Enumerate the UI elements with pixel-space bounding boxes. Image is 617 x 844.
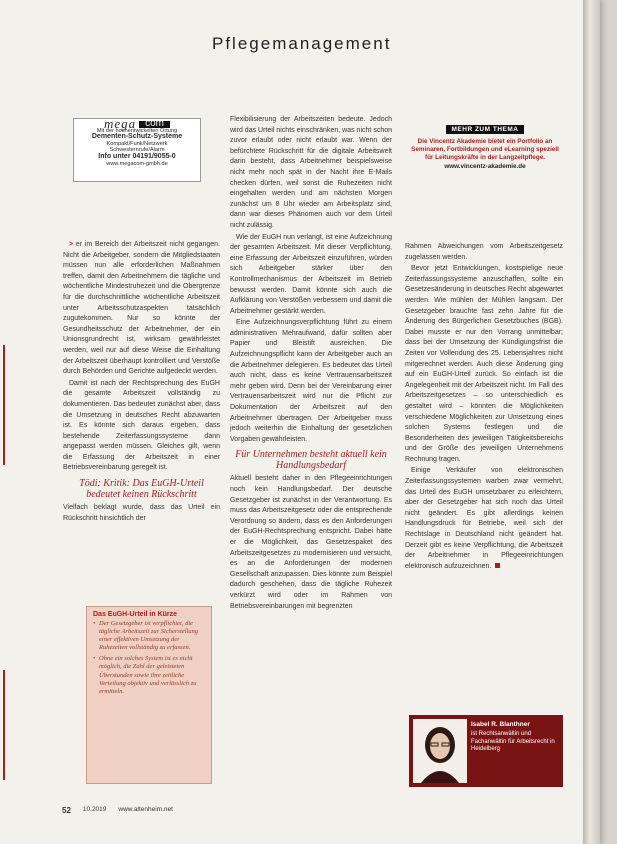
summary-item: • Ohne ein solches System ist es nicht möglich, die Zahl der geleisteten Überstunden sowie ihre zeitliche Verteilung objektiv und verlässlich zu ermitteln. xyxy=(99,655,207,695)
issue-label: 10.2019 xyxy=(82,806,107,813)
col1-paragraph-text: er im Bereich der Arbeitszeit nicht gegangen. Nicht die Arbeitgeber, sondern die Mitgliedstaaten müssen nun alle erforderlichen Maßnahmen treffen, damit den Arbeitnehmern die tägliche und wöchentliche Mindestruhezeit und die Obergrenze für die durchschnittliche wöchentliche Arbeitszeit unter Arbeitsschutzaspekten tatsächlich zugutekommen. Nur so könnte der Gesundheitsschutz der Arbeitnehmer, der ein Unionsgrundrecht ist, wirksam gewährleistet werden, weil nur auf diese Weise die Einhaltung der Arbeitszeit überhaupt kontrolliert und Verstöße durch Behörden und Gerichte aufgedeckt werden. xyxy=(63,241,220,376)
summary-item: • Der Gesetzgeber ist verpflichtet, die tägliche Arbeitszeit zur Sicherstellung einer effektiven Umsetzung der Ruhezeiten vollständig zu erfassen. xyxy=(99,620,207,652)
summary-list xyxy=(87,620,211,696)
author-box xyxy=(409,715,563,787)
megacom-advertisement[interactable] xyxy=(73,118,201,182)
margin-bar-top xyxy=(3,345,5,465)
article-column-3 xyxy=(405,242,563,573)
col2-subheading: Für Unternehmen besteht aktuell kein Handlungsbedarf xyxy=(235,449,387,472)
author-role: ist Rechtsanwältin und Fachanwältin für Arbeitsrecht in Heidelberg xyxy=(471,731,555,752)
footer-url[interactable]: www.altenheim.net xyxy=(118,806,173,813)
author-photo xyxy=(413,719,467,783)
col3-paragraph: Bevor jetzt Entwicklungen, kostspielige neue Zeiterfassungssysteme anzuschaffen, sollte ein Gesetzesänderung in deutsches Recht abgewartet werden. Wie mühlen der Mühlen langsam. Der Gesetzgeber brauchte fast zehn Jahre für die Änderung des Bürgerlichen Gesetzbuches (BGB). Dabei musste er nur den Vorrang unmittelbar; dass bei der Umsetzung der Kündigungsfrist die Zeiten vor Vollendung des 25. Lebensjahres nicht mitgerechnet werden. Auch diese Änderung ging auf ein EuGH-Urteil zurück. So einfach ist die Angelegenheit mit der Arbeitszeit nicht. Im Fall des Arbeitszeitgesetzes – so unterschiedlich es gestaltet wird – könnten die Möglichkeiten verschiedene Möglichkeiten zur Umsetzung eines solchen Systems festlegen und die Besonderheiten des jeweiligen Tätigkeitsbereichs und der Größe des jeweiligen Unternehmens Rechnung tragen. xyxy=(405,265,563,463)
col1-subheading: Tödi: Kritik: Das EuGH-Urteil bedeutet keinen Rückschritt xyxy=(79,478,204,501)
article-column-1 xyxy=(63,240,220,525)
ad-url[interactable]: www.megacom-gmbh.de xyxy=(106,160,168,167)
col1-paragraph: Vielfach beklagt wurde, dass das Urteil ein Rückschritt hinsichtlich der xyxy=(63,504,220,522)
eugh-summary-box xyxy=(86,606,212,784)
ad-phone: Info unter 04191/9055-0 xyxy=(98,152,176,160)
col3-paragraph: Rahmen Abweichungen vom Arbeitszeitgesetz zugelassen werden. xyxy=(405,243,563,261)
box-label: MEHR ZUM THEMA xyxy=(446,125,525,134)
col1-paragraph: Damit ist nach der Rechtsprechung des EuGH die gesamte Arbeitszeit vollständig zu dokumentieren. Das bedeutet zunächst aber, dass die Umsetzung in deutsches Recht abzuwarten ist. Es könnte sich daraus ergeben, dass bestehende Zeiterfassungssysteme dann angepasst werden müssen. Gleiches gilt, wenn die Erfassung der Arbeitszeit in einer Betriebsvereinbarung geregelt ist. xyxy=(63,379,220,472)
page-title: Pflegemanagement xyxy=(212,34,392,53)
col1-paragraph xyxy=(63,240,220,378)
summary-title: Das EuGH-Urteil in Kürze xyxy=(93,611,178,618)
page-spine xyxy=(583,0,600,844)
box-url[interactable]: www.vincentz-akademie.de xyxy=(444,162,526,170)
end-mark-icon xyxy=(495,563,500,568)
col2-paragraph: Eine Aufzeichnungsverpflichtung führt zu einem administrativen Mehraufwand, dafür sollten aber Papier und Bleistift ausreichen. Die Aufzeichnungspflicht kann der Arbeitgeber auch an die Arbeitnehmer delegieren. Es bedeutet das Urteil auch nicht, dass es keine Vertrauensarbeitszeit mehr geben wird. Denn bei der Vereinbarung einer Vertrauensarbeitszeit wird nur die Pflicht zur Dokumentation der Arbeitszeit auf den Arbeitnehmer übertragen. Der Arbeitgeber muss jedoch weiterhin die Einhaltung der gesetzlichen Vorgaben gewährleisten. xyxy=(230,319,392,443)
author-name: Isabel R. Blanthner xyxy=(471,721,530,728)
continue-arrow-icon: > xyxy=(69,241,76,248)
logo-text-left: mega xyxy=(103,116,137,131)
col3-paragraph xyxy=(405,466,563,572)
box-text: Die Vincentz Akademie bietet ein Portfolio an Seminaren, Fortbildungen und eLearning speziell für Leitungskräfte in der Langzeitpflege. xyxy=(411,138,559,162)
ad-headline: Dementen-Schutz-Systeme xyxy=(91,133,183,141)
page-number: 52 xyxy=(62,806,71,815)
ad-line3: Schwesternrufe/Alarm xyxy=(109,147,165,154)
col2-paragraph: Wie der EuGH nun verlangt, ist eine Aufzeichnung der gesamten Arbeitszeit. Mit dieser Verpflichtung, eine Erfassung der Arbeitszeit einzuführen, würden sich Arbeitgeber stärker über den Kontrollmechanismus der Arbeitszeit im Betrieb bewusst werden. Damit könnte sich auch die Aufklärung von Verstößen verbessern und damit die Arbeitnehmer gestärkt werden. xyxy=(230,233,392,315)
col2-paragraph: Flexibilisierung der Arbeitszeiten bedeute. Jedoch wird das Urteil nichts einschränken, was nicht schon zuvor erlaubt oder nicht erlaubt war. Wenn der befürchtete Rückschritt für die digitale Arbeitswelt darin besteht, dass Arbeitnehmer beispielsweise nicht mehr noch spät in der Nacht ihre E-Mails checken dürfen, weil sonst die Ruhezeiten nicht eingehalten werden und am nächsten Morgen zunächst um 8 Uhr wieder am Arbeitsplatz sind, dann war dieses Phänomen auch vor dem Urteil nicht zulässig. xyxy=(230,116,392,229)
page-footer xyxy=(62,806,173,815)
article-column-2 xyxy=(230,115,392,613)
mehr-zum-thema-box xyxy=(409,118,561,170)
ad-line2: Kompakt/Funk/Netzwerk xyxy=(106,140,168,147)
ad-line1: Mit der hochentwickelten Ortung xyxy=(96,127,178,134)
col3-paragraph-text: Einige Verkäufer von elektronischen Zeiterfassungssystemen warben zwar vermehrt, das Urteil des EuGH umsetzbarer zu erleichtern, aber der Gesetzgeber hat sich noch das Urteil nicht geändert. Es gibt allerdings keinen Handlungsdruck für Betriebe, weil sich der Rechtslage in Deutschland nicht geändert hat. Derzeit gibt es keine Verpflichtung, die Arbeitszeit der Arbeitnehmer in Pflegeeinrichtungen elektronisch aufzuzeichnen. xyxy=(405,467,563,570)
col2-paragraph: Aktuell besteht daher in den Pflegeeinrichtungen noch kein Handlungsbedarf. Der deutsche Gesetzgeber ist zunächst in der Verantwortung. Es muss das Arbeitszeitgesetz oder die entsprechende Verordnung so ändern, dass es den Anforderungen der EuGH-Rechtsprechung entspricht. Dabei hätte er die Möglichkeit, das Gesetzespaket des Arbeitszeitgesetzes zu modernisieren und versucht, es an die Anforderungen der modernen Gesellschaft anzupassen. Dies könnte zum Beispiel dadurch geschehen, dass die tägliche Ruhezeit verkürzt wird oder im Rahmen von Betriebsvereinbarungen mit begrenzten xyxy=(230,475,392,610)
logo-text-right: com xyxy=(139,121,170,128)
margin-bar-bottom xyxy=(3,670,5,780)
